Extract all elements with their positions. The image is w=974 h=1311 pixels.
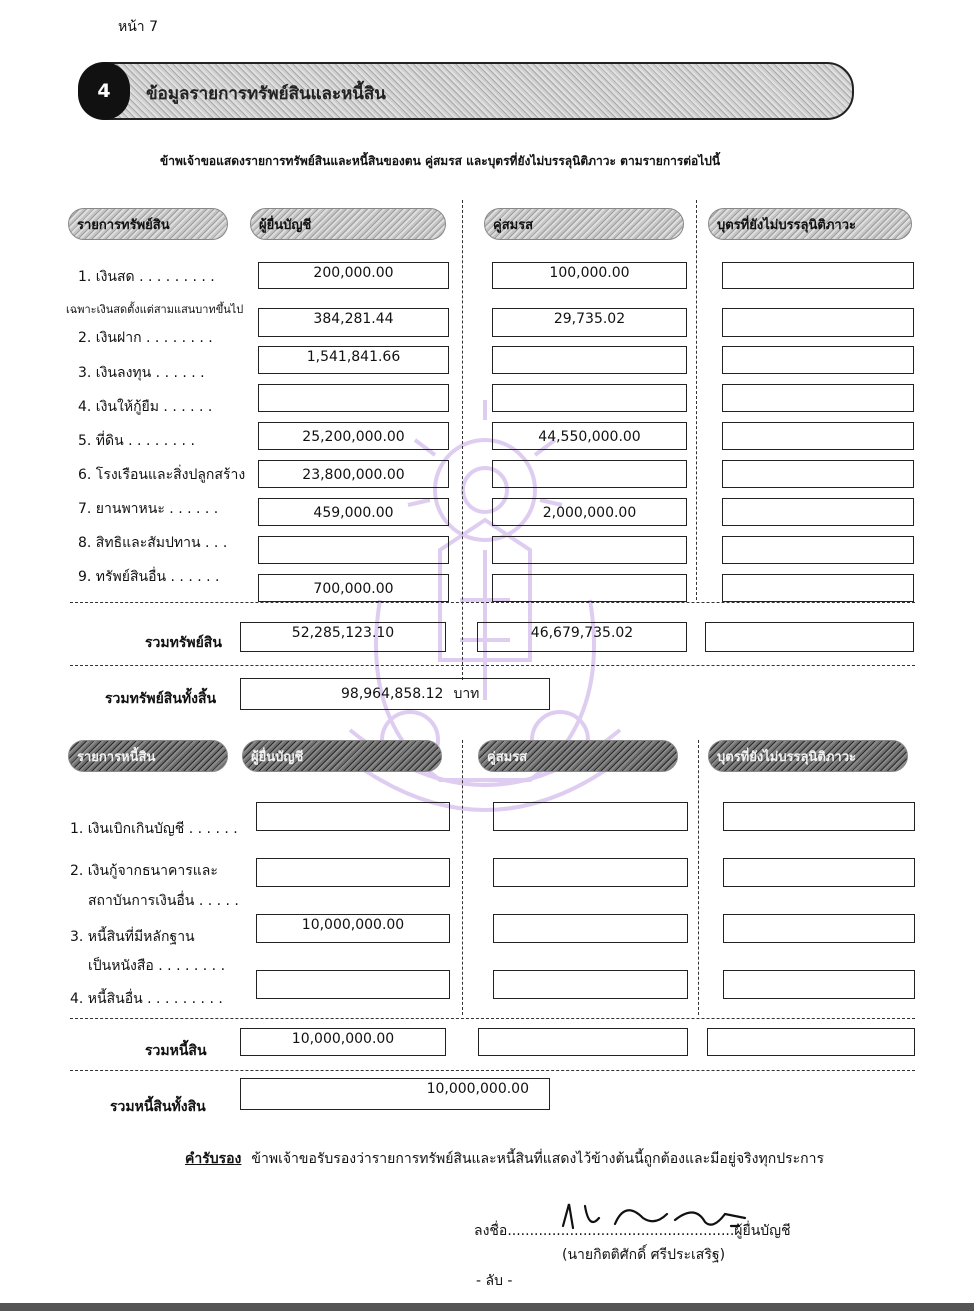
- asset-child-rights: [722, 536, 914, 564]
- asset-total-spouse: 46,679,735.02: [477, 622, 687, 652]
- asset-child-vehicle: [722, 498, 914, 526]
- asset-filer-deposit: 384,281.44: [258, 308, 449, 337]
- asset-grand-total-value: 98,964,858.12: [341, 686, 444, 702]
- column-divider: [696, 200, 697, 600]
- liability-spouse-other: [493, 970, 688, 999]
- asset-spouse-rights: [492, 536, 687, 564]
- asset-filer-land: 25,200,000.00: [258, 422, 449, 450]
- asset-child-building: [722, 460, 914, 488]
- liability-header-spouse: คู่สมรส: [478, 740, 678, 772]
- asset-child-loan: [722, 384, 914, 412]
- asset-row-label: 7. ยานพาหนะ . . . . . .: [78, 501, 219, 517]
- asset-spouse-loan: [492, 384, 687, 412]
- liability-total-child: [707, 1028, 915, 1056]
- asset-spouse-investment: [492, 346, 687, 374]
- signature-dots: ...................................................: [507, 1223, 735, 1239]
- liability-filer-documented-debt: 10,000,000.00: [256, 914, 450, 943]
- asset-child-investment: [722, 346, 914, 374]
- liability-child-overdraft: [723, 802, 915, 831]
- section-number: 4: [78, 62, 130, 120]
- section-title: ข้อมูลรายการทรัพย์สินและหนี้สิน: [146, 84, 386, 104]
- liability-row-label-cont: เป็นหนังสือ . . . . . . . .: [88, 958, 226, 974]
- column-divider: [462, 200, 463, 680]
- asset-filer-building: 23,800,000.00: [258, 460, 449, 488]
- asset-filer-vehicle: 459,000.00: [258, 498, 449, 526]
- asset-row-label: 4. เงินให้กู้ยืม . . . . . .: [78, 399, 213, 415]
- asset-total-label: รวมทรัพย์สิน: [145, 635, 222, 651]
- liability-filer-bank-loan: [256, 858, 450, 887]
- asset-grand-total-unit: บาท: [453, 686, 480, 702]
- asset-spouse-other: [492, 574, 687, 602]
- signature-scribble-icon: [555, 1196, 775, 1236]
- dashed-separator: [70, 665, 915, 666]
- asset-row-label: 6. โรงเรือนและสิ่งปลูกสร้าง: [78, 467, 246, 483]
- confidential-mark: - ลับ -: [476, 1273, 513, 1289]
- asset-spouse-building: [492, 460, 687, 488]
- asset-filer-other: 700,000.00: [258, 574, 449, 602]
- signer-name: (นายกิตติศักดิ์ ศรีประเสริฐ): [562, 1247, 726, 1263]
- asset-spouse-deposit: 29,735.02: [492, 308, 687, 337]
- liability-row-label: 2. เงินกู้จากธนาคารและ: [70, 863, 218, 879]
- asset-header-spouse: คู่สมรส: [484, 208, 684, 240]
- asset-total-filer: 52,285,123.10: [240, 622, 446, 652]
- asset-grand-total-box: [240, 678, 550, 710]
- asset-header-filer: ผู้ยื่นบัญชี: [250, 208, 446, 240]
- liability-grand-total-value: 10,000,000.00: [240, 1078, 550, 1110]
- certification-text: ข้าพเจ้าขอรับรองว่ารายการทรัพย์สินและหนี้สินที่แสดงไว้ข้างต้นนี้ถูกต้องและมีอยู่จริงทุกประการ: [251, 1151, 824, 1167]
- asset-child-cash: [722, 262, 914, 289]
- column-divider: [462, 740, 463, 1015]
- liability-child-bank-loan: [723, 858, 915, 887]
- liability-row-label: 1. เงินเบิกเกินบัญชี . . . . . .: [70, 821, 238, 837]
- liability-child-documented-debt: [723, 914, 915, 943]
- sign-label: ลงชื่อ: [474, 1223, 508, 1239]
- asset-row-label: 9. ทรัพย์สินอื่น . . . . . .: [78, 569, 220, 585]
- liability-total-filer: 10,000,000.00: [240, 1028, 446, 1056]
- asset-filer-loan: [258, 384, 449, 412]
- asset-row-label: 1. เงินสด . . . . . . . . .: [78, 269, 215, 285]
- liability-filer-other: [256, 970, 450, 999]
- asset-row-label: 5. ที่ดิน . . . . . . . .: [78, 433, 195, 449]
- asset-spouse-cash: 100,000.00: [492, 262, 687, 289]
- liability-row-label: 3. หนี้สินที่มีหลักฐาน: [70, 929, 195, 945]
- column-divider: [698, 740, 699, 1015]
- liability-row-label: 4. หนี้สินอื่น . . . . . . . . .: [70, 991, 223, 1007]
- footer-bar: [0, 1303, 974, 1311]
- liability-spouse-documented-debt: [493, 914, 688, 943]
- asset-filer-cash: 200,000.00: [258, 262, 449, 289]
- liability-grand-total-label: รวมหนี้สินทั้งสิน: [110, 1099, 206, 1115]
- asset-child-deposit: [722, 308, 914, 337]
- liability-spouse-bank-loan: [493, 858, 688, 887]
- liability-header-filer: ผู้ยื่นบัญชี: [242, 740, 442, 772]
- asset-header-item: รายการทรัพย์สิน: [68, 208, 228, 240]
- page-label: หน้า 7: [118, 19, 159, 35]
- cash-note: เฉพาะเงินสดตั้งแต่สามแสนบาทขึ้นไป: [66, 303, 244, 316]
- liability-child-other: [723, 970, 915, 999]
- asset-row-label: 8. สิทธิและสัมปทาน . . .: [78, 535, 228, 551]
- dashed-separator: [70, 602, 915, 603]
- asset-spouse-vehicle: 2,000,000.00: [492, 498, 687, 526]
- dashed-separator: [70, 1070, 915, 1071]
- liability-total-spouse: [478, 1028, 688, 1056]
- liability-header-child: บุตรที่ยังไม่บรรลุนิติภาวะ: [708, 740, 908, 772]
- asset-grand-total-label: รวมทรัพย์สินทั้งสิ้น: [105, 691, 217, 707]
- liability-spouse-overdraft: [493, 802, 688, 831]
- certification-statement: [185, 1148, 824, 1170]
- asset-filer-rights: [258, 536, 449, 564]
- intro-text: ข้าพเจ้าขอแสดงรายการทรัพย์สินและหนี้สินของตน คู่สมรส และบุตรที่ยังไม่บรรลุนิติภาวะ ตามรายการต่อไปนี้: [160, 154, 721, 168]
- certification-heading: คำรับรอง: [185, 1151, 242, 1167]
- asset-row-label: 3. เงินลงทุน . . . . . .: [78, 365, 205, 381]
- dashed-separator: [70, 1018, 915, 1019]
- liability-header-item: รายการหนี้สิน: [68, 740, 228, 772]
- liability-filer-overdraft: [256, 802, 450, 831]
- asset-row-label: 2. เงินฝาก . . . . . . . .: [78, 330, 213, 346]
- asset-child-other: [722, 574, 914, 602]
- liability-total-label: รวมหนี้สิน: [145, 1043, 207, 1059]
- signer-role: ผู้ยื่นบัญชี: [734, 1223, 791, 1239]
- asset-child-land: [722, 422, 914, 450]
- asset-total-child: [705, 622, 914, 652]
- asset-spouse-land: 44,550,000.00: [492, 422, 687, 450]
- asset-filer-investment: 1,541,841.66: [258, 346, 449, 374]
- asset-header-child: บุตรที่ยังไม่บรรลุนิติภาวะ: [708, 208, 912, 240]
- liability-row-label-cont: สถาบันการเงินอื่น . . . . .: [88, 893, 239, 909]
